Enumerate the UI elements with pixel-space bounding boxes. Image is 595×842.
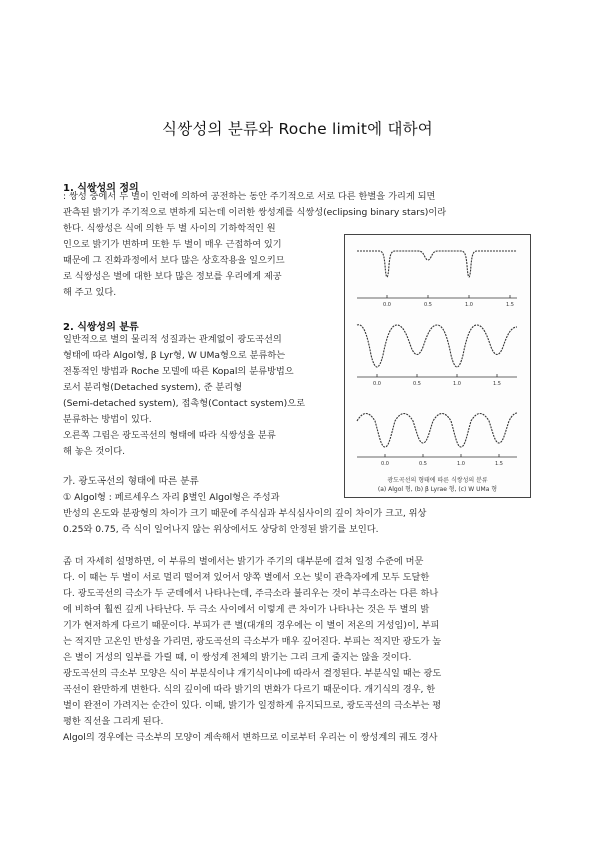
tick-label-c: 0.0	[381, 461, 389, 467]
ticks-panel-a	[357, 295, 517, 298]
section-2-line: 로서 분리형(Detached system), 준 분리형	[63, 382, 243, 393]
section-1-line: 한다. 식쌍성은 식에 의한 두 별 사이의 기하학적인 원	[63, 223, 276, 234]
tick-label-c: 0.5	[419, 461, 427, 467]
body-line: 에 비하여 훨씬 깊게 나타난다. 두 극소 사이에서 이렇게 큰 차이가 나타나는 것은 두 별의 밝	[63, 604, 430, 615]
algol-light-curve	[357, 251, 517, 277]
section-1-line: : 쌍성 중에서 두 별이 인력에 의하여 공전하는 동안 주기적으로 서로 다른 한별을 가리게 되면	[63, 191, 436, 202]
tick-label-b: 0.5	[413, 381, 421, 387]
tick-label-a: 0.5	[424, 302, 432, 308]
figure-caption: 광도곡선의 형태에 따른 식쌍성의 분류	[387, 477, 488, 484]
light-curve-graphics	[345, 235, 530, 497]
body-line: 곡선이 완만하게 변한다. 식의 깊이에 따라 밝기의 변화가 다르기 때문이다. 개기식의 경우, 한	[63, 684, 436, 695]
section-1-heading: 1. 식쌍성의 정의	[63, 183, 139, 194]
body-line: 별이 완전이 가려지는 순간이 있다. 이때, 밝기가 일정하게 유지되므로, 광도곡선의 극소부는 평	[63, 700, 442, 711]
section-2-line: 형태에 따라 Algol형, β Lyr형, W UMa형으로 분류하는	[63, 350, 286, 361]
body-line: 은 별이 거성의 일부를 가릴 때, 이 쌍성계 전체의 밝기는 그리 크게 줄지는 않을 것이다.	[63, 652, 412, 663]
tick-label-a: 0.0	[383, 302, 391, 308]
section-1-line: 해 주고 있다.	[63, 287, 117, 298]
subsection-heading: 가. 광도곡선의 형태에 따른 분류	[63, 476, 199, 487]
body-line: 다. 이 때는 두 별이 서로 멀리 떨어져 있어서 양쪽 별에서 오는 빛이 관측자에게 모두 도달한	[63, 572, 430, 583]
section-1-line: 때문에 그 진화과정에서 보다 많은 상호작용을 일으키므	[63, 255, 285, 266]
ticks-panel-c	[357, 454, 517, 457]
subsection-line: 반성의 온도와 분광형의 차이가 크기 때문에 주식심과 부식심사이의 깊이 차이가 크고, 위상	[63, 508, 427, 519]
body-line: 다. 광도곡선의 극소가 두 군데에서 나타나는데, 주극소라 불리우는 것이 부극소라는 다른 하나	[63, 588, 439, 599]
figure-caption-legend: (a) Algol 형, (b) β Lyrae 형, (c) W UMa 형	[377, 486, 498, 493]
tick-label-b: 1.5	[493, 381, 501, 387]
section-2-line: 전통적인 방법과 Roche 모델에 따른 Kopal의 분류방법으	[63, 366, 294, 377]
section-2-line: 일반적으로 별의 물리적 성질과는 관계없이 광도곡선의	[63, 334, 282, 345]
beta-lyrae-light-curve	[357, 325, 517, 367]
tick-label-a: 1.0	[465, 302, 473, 308]
ticks-panel-b	[357, 374, 517, 377]
w-ursae-majoris-light-curve	[357, 413, 517, 447]
section-2-heading: 2. 식쌍성의 분류	[63, 322, 139, 333]
body-line: 좀 더 자세히 설명하면, 이 부류의 별에서는 밝기가 주기의 대부분에 걸쳐 일정 수준에 머문	[63, 556, 424, 567]
section-1-line: 관측된 밝기가 주기적으로 변하게 되는데 이러한 쌍성계를 식쌍성(eclipsing binary stars)이라	[63, 207, 447, 218]
tick-label-c: 1.5	[495, 461, 503, 467]
section-1-line: 인으로 밝기가 변하며 또한 두 별이 매우 근접하여 있기	[63, 239, 282, 250]
page-title: 식쌍성의 분류와 Roche limit에 대하여	[162, 120, 433, 138]
section-1-line: 로 식쌍성은 별에 대한 보다 많은 정보를 우리에게 제공	[63, 271, 282, 282]
tick-label-b: 0.0	[373, 381, 381, 387]
body-line: Algol의 경우에는 극소부의 모양이 계속해서 변하므로 이로부터 우리는 이 쌍성계의 궤도 경사	[63, 732, 438, 743]
section-2-line: 해 놓은 것이다.	[63, 446, 126, 457]
tick-label-c: 1.0	[457, 461, 465, 467]
light-curve-figure	[344, 234, 531, 498]
tick-label-a: 1.5	[506, 302, 514, 308]
body-line: 평한 직선을 그리게 된다.	[63, 716, 164, 727]
section-2-line: (Semi-detached system), 접촉형(Contact system)으로	[63, 398, 305, 409]
subsection-line: ① Algol형 : 페르세우스 자리 β별인 Algol형은 주성과	[63, 492, 280, 503]
body-line: 는 적지만 고온인 반성을 가리면, 광도곡선의 극소부가 매우 깊어진다. 부피는 적지만 광도가 높	[63, 636, 442, 647]
section-2-line: 오른쪽 그림은 광도곡선의 형태에 따라 식쌍성을 분류	[63, 430, 276, 441]
section-2-line: 분류하는 방법이 있다.	[63, 414, 152, 425]
body-line: 기가 현저하게 다르기 때문이다. 부피가 큰 별(대개의 경우에는 이 별이 저온의 거성임)이, 부피	[63, 620, 440, 631]
subsection-line: 0.25와 0.75, 즉 식이 일어나지 않는 위상에서도 상당히 안정된 밝기를 보인다.	[63, 524, 379, 535]
body-line: 광도곡선의 극소부 모양은 식이 부분식이냐 개기식이냐에 따라서 결정된다. 부분식일 때는 광도	[63, 668, 442, 679]
tick-label-b: 1.0	[453, 381, 461, 387]
